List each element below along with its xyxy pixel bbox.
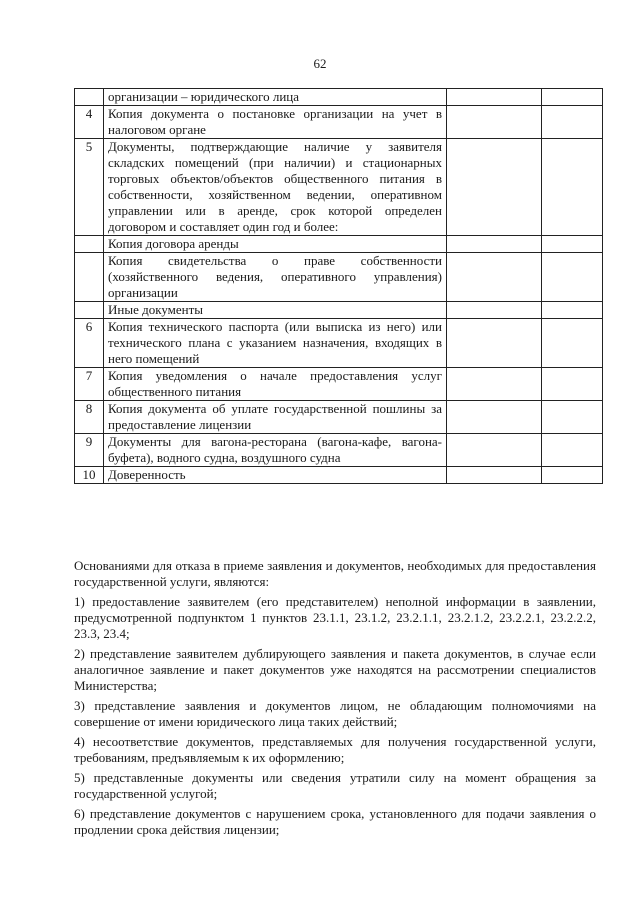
empty-cell — [542, 106, 603, 139]
empty-cell — [447, 401, 542, 434]
empty-cell — [447, 89, 542, 106]
empty-cell — [542, 319, 603, 368]
row-text: Копия технического паспорта (или выписка из него) или технического плана с указанием назначения, входящих в него помещений — [104, 319, 447, 368]
row-text: Документы для вагона-ресторана (вагона-кафе, вагона-буфета), водного судна, воздушного судна — [104, 434, 447, 467]
table-row — [75, 236, 603, 253]
row-number: 8 — [75, 401, 104, 434]
empty-cell — [447, 106, 542, 139]
empty-cell — [542, 236, 603, 253]
documents-table — [74, 88, 603, 484]
row-text: Копия договора аренды — [104, 236, 447, 253]
table-row — [75, 106, 603, 139]
empty-cell — [542, 139, 603, 236]
row-number — [75, 253, 104, 302]
empty-cell — [447, 319, 542, 368]
table-row — [75, 139, 603, 236]
row-text: Документы, подтверждающие наличие у заявителя складских помещений (при наличии) и стационарных торговых объектов/объектов общественного питания в собственности, хозяйственном ведении, оперативном управлении или в аренде, срок которой определен договором и составляет один год и более: — [104, 139, 447, 236]
empty-cell — [542, 434, 603, 467]
empty-cell — [447, 253, 542, 302]
empty-cell — [542, 368, 603, 401]
refusal-intro: Основаниями для отказа в приеме заявления и документов, необходимых для предоставления государственной услуги, являются: — [74, 558, 596, 589]
empty-cell — [542, 302, 603, 319]
refusal-item: 2) представление заявителем дублирующего заявления и пакета документов, в случае если аналогичное заявление и пакет документов уже находятся на рассмотрении специалистов Министерства; — [74, 646, 596, 693]
empty-cell — [447, 302, 542, 319]
empty-cell — [447, 368, 542, 401]
row-text: Доверенность — [104, 467, 447, 484]
row-text: Копия документа о постановке организации на учет в налоговом органе — [104, 106, 447, 139]
table-row — [75, 368, 603, 401]
refusal-item: 5) представленные документы или сведения утратили силу на момент обращения за государственной услугой; — [74, 770, 596, 801]
row-text: Иные документы — [104, 302, 447, 319]
row-number: 4 — [75, 106, 104, 139]
table-row — [75, 302, 603, 319]
table-row — [75, 467, 603, 484]
row-number — [75, 89, 104, 106]
empty-cell — [542, 253, 603, 302]
empty-cell — [447, 236, 542, 253]
table-row — [75, 253, 603, 302]
row-number: 10 — [75, 467, 104, 484]
empty-cell — [542, 401, 603, 434]
row-number: 5 — [75, 139, 104, 236]
refusal-item: 4) несоответствие документов, представляемых для получения государственной услуги, требованиям, предъявляемым к их оформлению; — [74, 734, 596, 765]
empty-cell — [447, 434, 542, 467]
empty-cell — [542, 89, 603, 106]
row-text: Копия уведомления о начале предоставления услуг общественного питания — [104, 368, 447, 401]
row-number: 9 — [75, 434, 104, 467]
table-row — [75, 89, 603, 106]
table-row — [75, 434, 603, 467]
row-text: Копия свидетельства о праве собственности (хозяйственного ведения, оперативного управления) организации — [104, 253, 447, 302]
empty-cell — [542, 467, 603, 484]
row-number: 6 — [75, 319, 104, 368]
row-number: 7 — [75, 368, 104, 401]
table-row — [75, 319, 603, 368]
refusal-item: 6) представление документов с нарушением срока, установленного для подачи заявления о продлении срока действия лицензии; — [74, 806, 596, 837]
empty-cell — [447, 467, 542, 484]
row-number — [75, 302, 104, 319]
refusal-item: 3) представление заявления и документов лицом, не обладающим полномочиями на совершение от имени юридического лица таких действий; — [74, 698, 596, 729]
refusal-item: 1) предоставление заявителем (его представителем) неполной информации в заявлении, предусмотренной подпунктом 1 пунктов 23.1.1, 23.1.2, 23.2.1.1, 23.2.1.2, 23.2.2.1, 23.2.2.2, 23.3, 23.4; — [74, 594, 596, 641]
table-row — [75, 401, 603, 434]
row-text: организации – юридического лица — [104, 89, 447, 106]
row-text: Копия документа об уплате государственной пошлины за предоставление лицензии — [104, 401, 447, 434]
refusal-grounds — [74, 558, 596, 842]
empty-cell — [447, 139, 542, 236]
row-number — [75, 236, 104, 253]
page-number: 62 — [313, 56, 327, 71]
